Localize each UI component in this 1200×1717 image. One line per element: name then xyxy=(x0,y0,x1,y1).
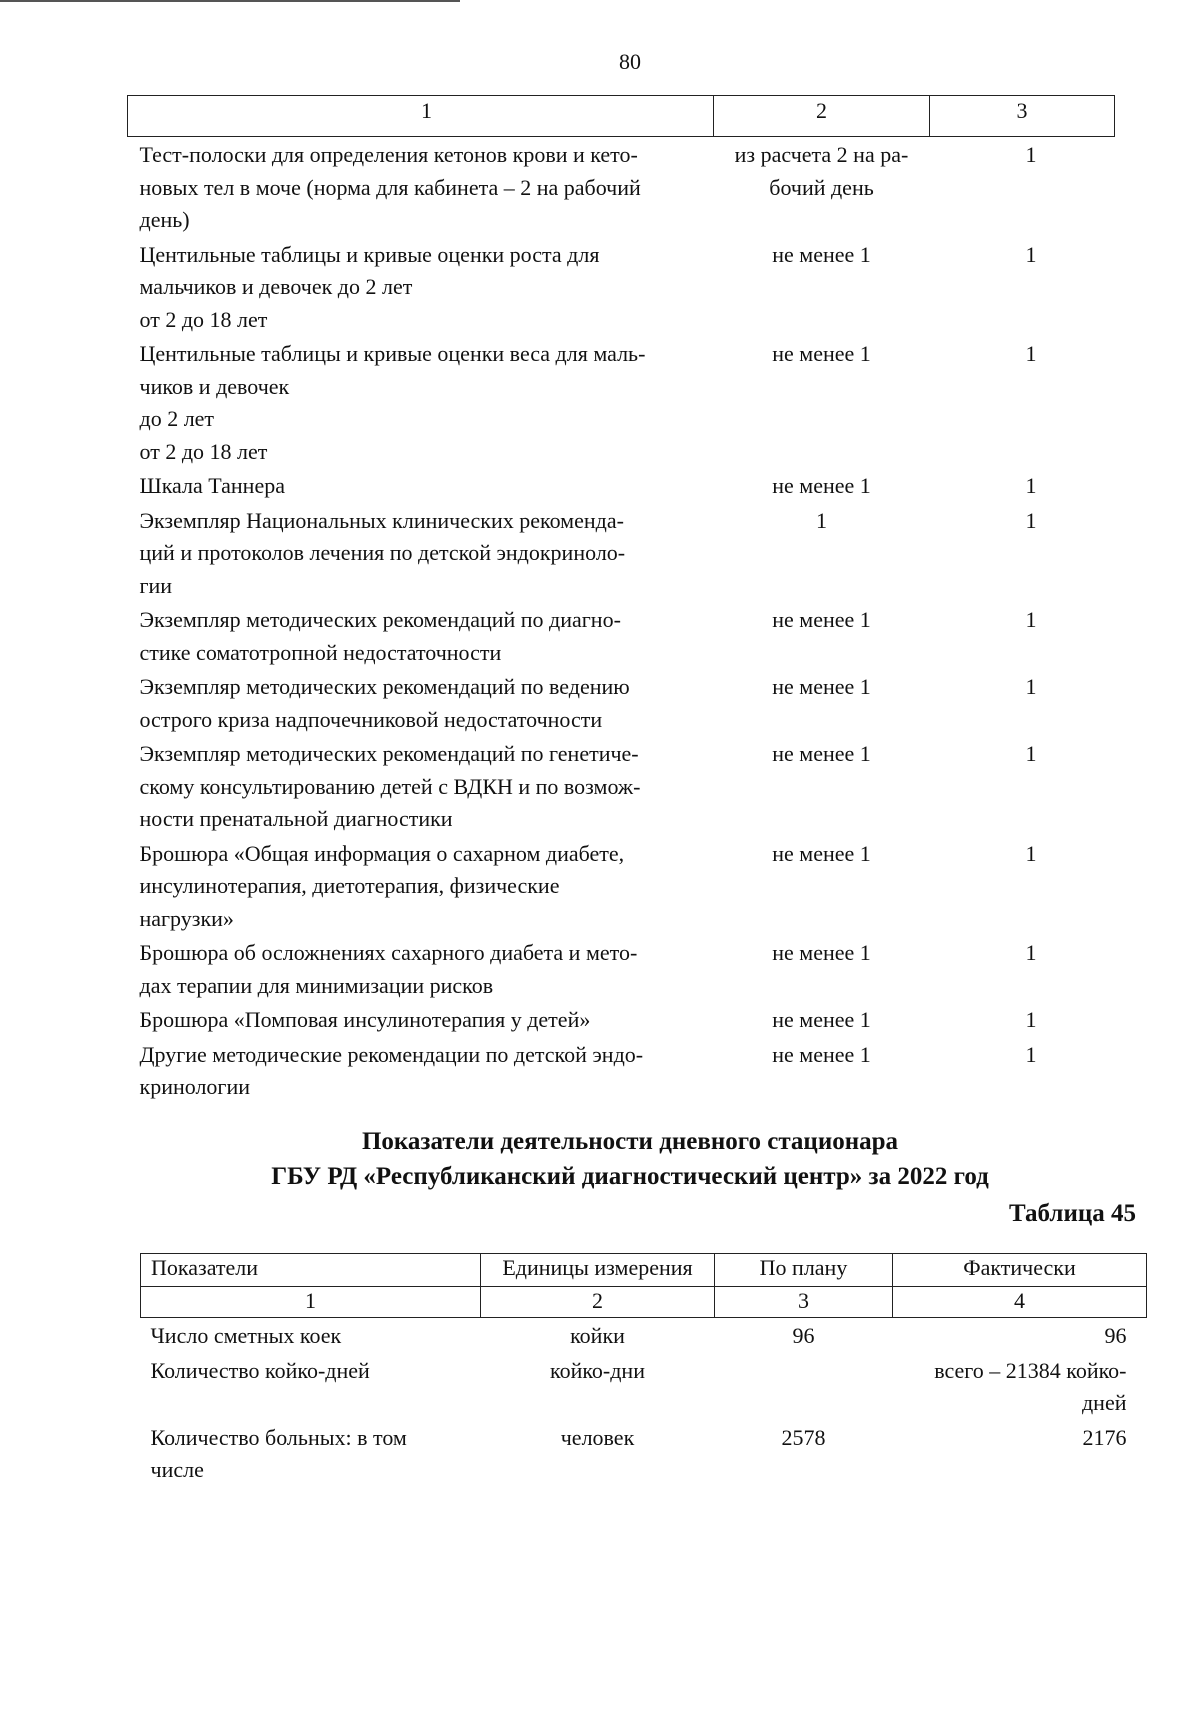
indicator-actual-line: 2176 xyxy=(1082,1424,1127,1450)
item-name xyxy=(128,503,714,603)
item-name-line: скому консультированию детей с ВДКН и по возмож- xyxy=(139,773,641,799)
item-name-line: новых тел в моче (норма для кабинета – 2 на рабочий xyxy=(139,174,641,200)
item-name-line: Экземпляр методических рекомендаций по диагно- xyxy=(139,607,621,632)
equipment-table xyxy=(127,95,1115,1104)
item-norm-line: не менее 1 xyxy=(772,1041,871,1067)
item-norm-line: не менее 1 xyxy=(772,241,871,267)
item-norm-line: не менее 1 xyxy=(772,473,871,498)
header-indicators: Показатели xyxy=(141,1254,481,1287)
item-name-line: стике соматотропной недостаточности xyxy=(139,639,502,665)
day-hospital-table-body xyxy=(141,1318,1147,1487)
day-hospital-table xyxy=(140,1253,1147,1487)
item-quantity: 1 xyxy=(1025,674,1037,699)
item-name xyxy=(128,836,714,936)
item-norm-line: не менее 1 xyxy=(772,840,871,866)
item-quantity: 1 xyxy=(1025,507,1037,533)
item-name xyxy=(128,1037,714,1104)
indicator-name xyxy=(141,1318,481,1353)
header-plan: По плану xyxy=(715,1254,893,1287)
item-name-line: Брошюра «Помповая инсулинотерапия у детей» xyxy=(139,1007,591,1032)
item-quantity: 1 xyxy=(1025,840,1037,866)
item-norm xyxy=(714,237,930,337)
item-norm-line: не менее 1 xyxy=(772,607,871,632)
item-norm xyxy=(714,836,930,936)
indicator-actual xyxy=(893,1420,1147,1487)
table-row xyxy=(128,669,1115,736)
item-name xyxy=(128,935,714,1002)
column-number-4: 4 xyxy=(893,1287,1147,1318)
table-row xyxy=(128,736,1115,836)
table-row xyxy=(141,1318,1147,1353)
indicator-name-line: Количество больных: в том xyxy=(150,1424,407,1450)
item-name xyxy=(128,336,714,468)
item-quantity: 1 xyxy=(1025,607,1037,632)
table-row xyxy=(128,836,1115,936)
item-name-line: нагрузки» xyxy=(139,905,234,931)
column-number-3: 3 xyxy=(715,1287,893,1318)
column-number-2: 2 xyxy=(481,1287,715,1318)
column-number-1: 1 xyxy=(141,1287,481,1318)
item-quantity: 1 xyxy=(1025,142,1037,167)
indicator-name-line: Число сметных коек xyxy=(150,1323,342,1348)
item-name xyxy=(128,237,714,337)
item-name-line: острого криза надпочечниковой недостаточности xyxy=(139,706,603,732)
item-norm-line: не менее 1 xyxy=(772,674,871,699)
item-norm xyxy=(714,669,930,736)
item-norm xyxy=(714,736,930,836)
item-name-line: инсулинотерапия, диетотерапия, физические xyxy=(139,873,560,898)
item-quantity: 1 xyxy=(1025,341,1037,366)
item-quantity: 1 xyxy=(1025,940,1037,965)
equipment-table-body xyxy=(128,137,1115,1104)
item-name-line: Экземпляр методических рекомендаций по ведению xyxy=(139,674,630,699)
indicator-plan: 96 xyxy=(792,1323,815,1348)
item-name-line: Тест-полоски для определения кетонов крови и кето- xyxy=(139,142,638,167)
header-actual: Фактически xyxy=(893,1254,1147,1287)
table-row xyxy=(128,602,1115,669)
item-name-line: день) xyxy=(139,207,190,232)
item-name-line: Экземпляр Национальных клинических рекоменда- xyxy=(139,507,624,533)
indicator-actual-line: 96 xyxy=(1104,1323,1127,1348)
item-quantity: 1 xyxy=(1025,473,1037,498)
table-row xyxy=(128,1002,1115,1037)
table-row xyxy=(128,1037,1115,1104)
column-number-1: 1 xyxy=(128,96,714,137)
item-norm-line: 1 xyxy=(816,507,827,533)
table-row xyxy=(128,935,1115,1002)
column-number-2: 2 xyxy=(714,96,930,137)
indicator-actual-line: дней xyxy=(1081,1390,1127,1415)
indicator-actual xyxy=(893,1318,1147,1353)
item-name-line: Брошюра «Общая информация о сахарном диабете, xyxy=(139,840,625,866)
item-norm-line: из расчета 2 на ра- xyxy=(734,142,909,167)
item-quantity: 1 xyxy=(1025,1007,1037,1032)
page-number: 80 xyxy=(619,49,641,74)
item-norm xyxy=(714,602,930,669)
item-quantity: 1 xyxy=(1025,241,1037,267)
item-quantity: 1 xyxy=(1025,741,1037,766)
item-name-line: Центильные таблицы и кривые оценки роста для xyxy=(139,241,600,267)
item-name-line: гии xyxy=(139,572,173,598)
indicator-actual xyxy=(893,1353,1147,1420)
item-norm-line: не менее 1 xyxy=(772,1007,871,1032)
table-header-row xyxy=(128,96,1115,137)
table-row xyxy=(128,137,1115,237)
table-row xyxy=(128,336,1115,468)
indicator-unit: койки xyxy=(570,1323,625,1348)
table-row xyxy=(141,1353,1147,1420)
indicator-name-line: Количество койко-дней xyxy=(150,1357,370,1383)
header-units: Единицы измерения xyxy=(481,1254,715,1287)
item-name-line: мальчиков и девочек до 2 лет xyxy=(139,274,413,299)
column-number-3: 3 xyxy=(930,96,1115,137)
item-name-line: Другие методические рекомендации по детской эндо- xyxy=(139,1041,644,1067)
indicator-plan: 2578 xyxy=(781,1424,826,1450)
item-name-line: кринологии xyxy=(139,1074,250,1099)
item-norm xyxy=(714,935,930,1002)
table-row xyxy=(141,1420,1147,1487)
item-norm-line: бочий день xyxy=(769,174,874,200)
section-heading-line-2: ГБУ РД «Республиканский диагностический центр» за 2022 год xyxy=(271,1163,989,1190)
item-name-line: Шкала Таннера xyxy=(139,473,285,498)
table-row xyxy=(128,468,1115,503)
item-quantity: 1 xyxy=(1025,1041,1037,1067)
item-norm xyxy=(714,336,930,468)
item-name xyxy=(128,137,714,237)
indicator-unit: койко-дни xyxy=(550,1357,645,1383)
indicator-name xyxy=(141,1353,481,1420)
item-name-line: ций и протоколов лечения по детской эндокриноло- xyxy=(139,540,626,565)
item-name-line: от 2 до 18 лет xyxy=(139,438,268,464)
item-norm-line: не менее 1 xyxy=(772,940,871,965)
item-name xyxy=(128,736,714,836)
item-norm xyxy=(714,503,930,603)
indicator-unit: человек xyxy=(560,1424,635,1450)
item-norm xyxy=(714,1002,930,1037)
scan-edge-line xyxy=(0,0,460,2)
item-name-line: Брошюра об осложнениях сахарного диабета и мето- xyxy=(139,940,638,965)
indicator-plan xyxy=(715,1353,893,1420)
item-norm xyxy=(714,468,930,503)
item-name-line: ности пренатальной диагностики xyxy=(139,806,453,831)
indicator-name xyxy=(141,1420,481,1487)
item-name-line: Экземпляр методических рекомендаций по генетиче- xyxy=(139,741,639,766)
table-row xyxy=(128,237,1115,337)
item-norm-line: не менее 1 xyxy=(772,741,871,766)
item-name xyxy=(128,669,714,736)
indicator-actual-line: всего – 21384 койко- xyxy=(934,1357,1127,1383)
table-label: Таблица 45 xyxy=(1008,1200,1136,1227)
item-name-line: до 2 лет xyxy=(139,406,215,431)
item-norm xyxy=(714,1037,930,1104)
item-name-line: Центильные таблицы и кривые оценки веса для маль- xyxy=(139,341,646,366)
item-name xyxy=(128,1002,714,1037)
item-norm xyxy=(714,137,930,237)
section-heading-line-1: Показатели деятельности дневного стационара xyxy=(361,1128,899,1155)
item-name-line: дах терапии для минимизации рисков xyxy=(139,972,494,998)
indicator-name-line: числе xyxy=(150,1457,204,1482)
table-numbering-row xyxy=(141,1287,1147,1318)
table-row xyxy=(128,503,1115,603)
item-name xyxy=(128,468,714,503)
item-name-line: чиков и девочек xyxy=(139,373,290,399)
item-name-line: от 2 до 18 лет xyxy=(139,306,268,332)
item-norm-line: не менее 1 xyxy=(772,341,871,366)
item-name xyxy=(128,602,714,669)
table-header-row xyxy=(141,1254,1147,1287)
